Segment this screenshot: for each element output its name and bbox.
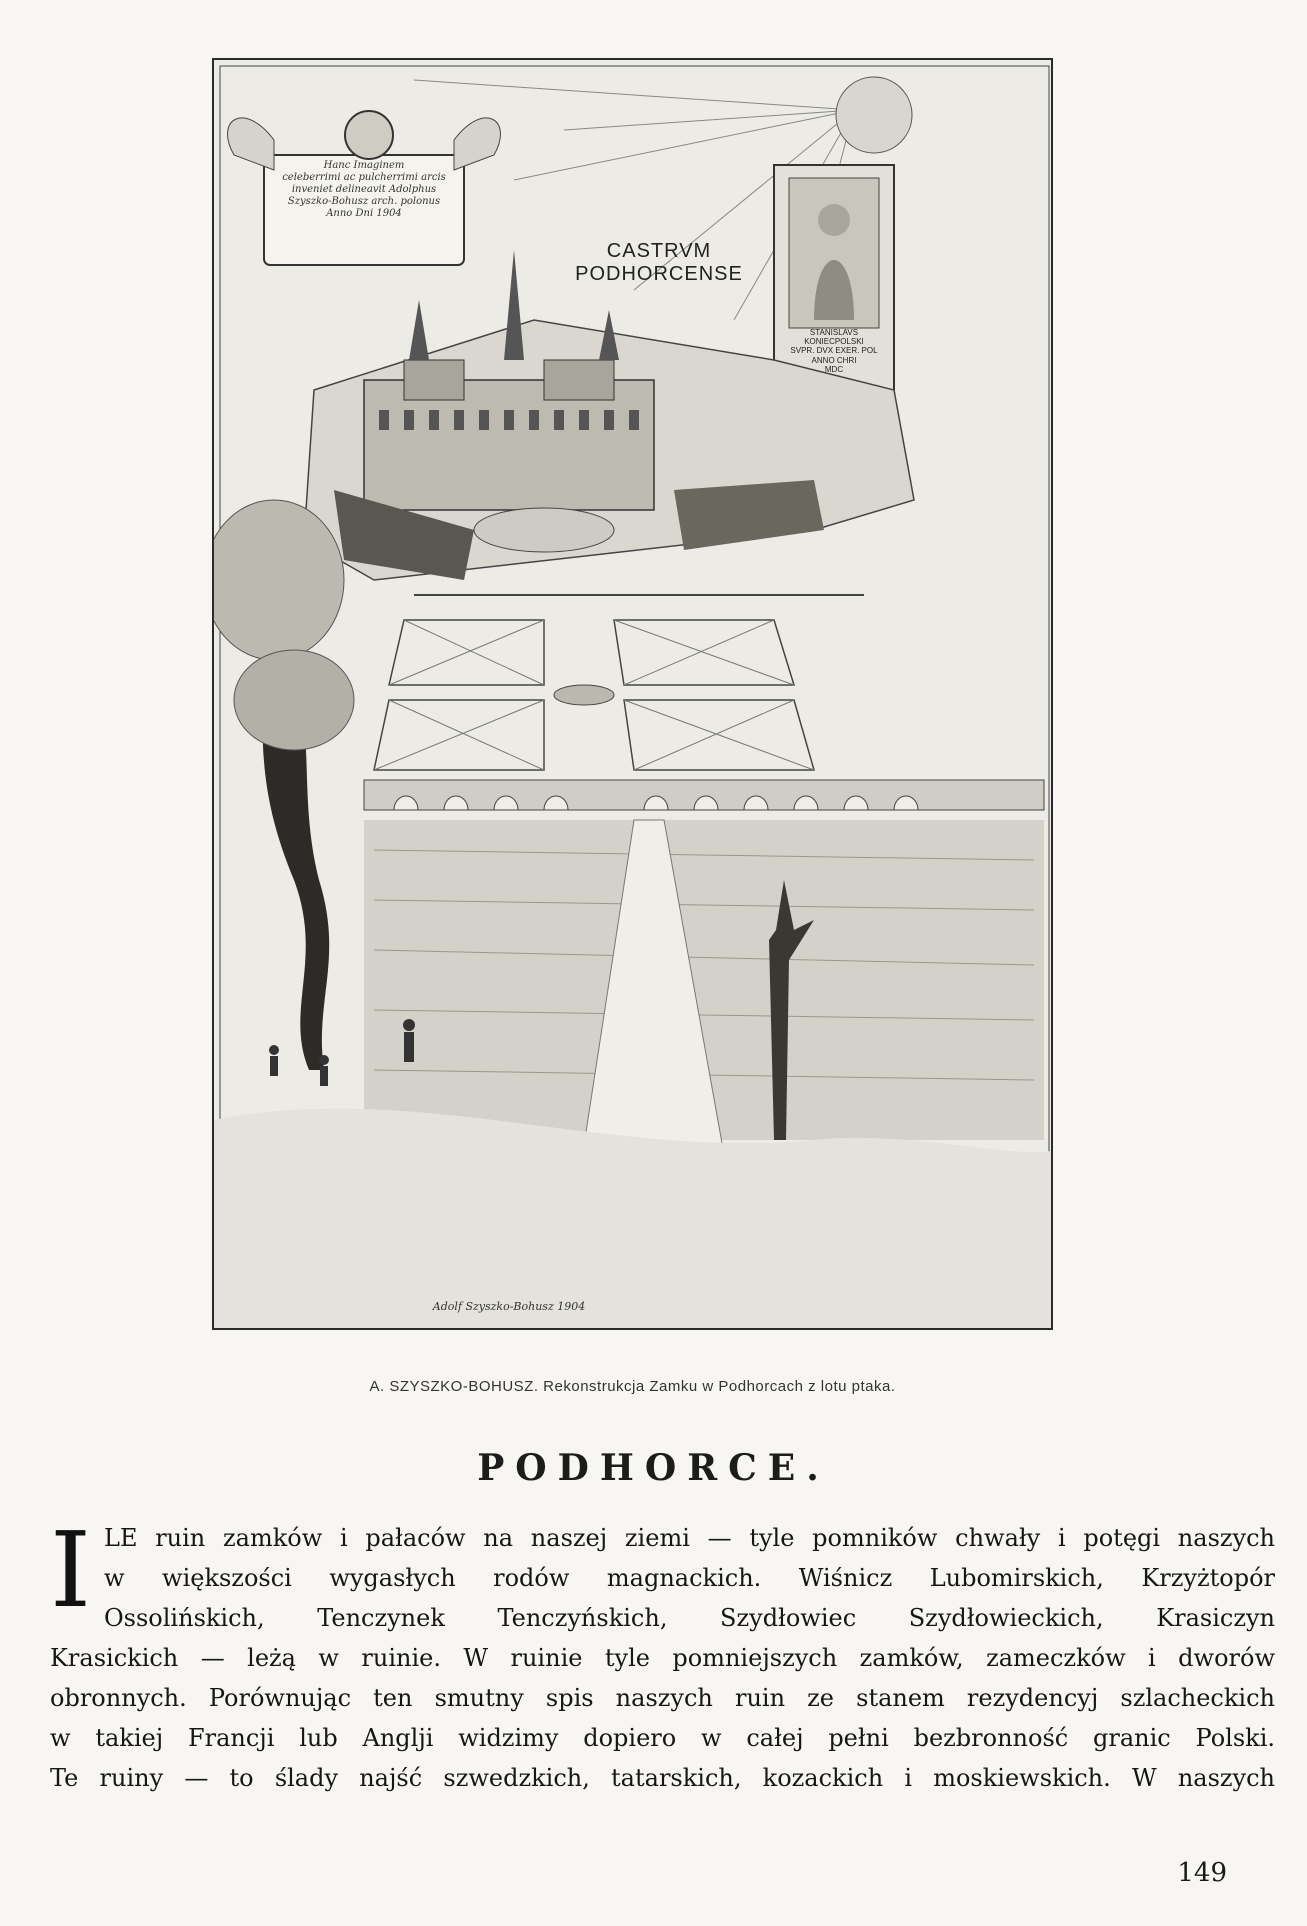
- plaque-line: MDC: [824, 364, 844, 374]
- article-body: [50, 1509, 1275, 1798]
- body-line: w większości wygasłych rodów magnackich. Wiśnicz Lubomirskich, Krzyżtopór: [104, 1564, 1275, 1592]
- drop-cap: I: [50, 1509, 92, 1631]
- plaque-line: ANNO CHRI: [811, 355, 857, 365]
- body-line: LE ruin zamków i pałaców na naszej ziemi — tyle pomników chwały i potęgi naszych: [104, 1524, 1275, 1552]
- cartouche-line: celeberrimi ac pulcherrimi arcis: [282, 172, 446, 183]
- cartouche-line: Anno Dni 1904: [326, 208, 402, 219]
- page-title: PODHORCE.: [477, 1447, 830, 1489]
- cartouche-line: Hanc Imaginem: [323, 160, 405, 171]
- plaque-line: STANISLAVS: [809, 328, 859, 337]
- castle-illustration: [212, 58, 1053, 1330]
- portrait-plaque: [774, 328, 894, 374]
- body-line: Krasickich — leżą w ruinie. W ruinie tyle pomniejszych zamków, zameczków i dworów: [50, 1644, 1275, 1672]
- page-number: 149: [1177, 1858, 1227, 1888]
- cartouche-inscription: [268, 160, 460, 220]
- plate-title-line1: CASTRVM: [606, 240, 712, 262]
- plate-title: [544, 240, 774, 286]
- cartouche-line: inveniet delineavit Adolphus: [291, 184, 437, 195]
- plaque-line: KONIECPOLSKI: [804, 337, 864, 347]
- artist-signature: Adolf Szyszko-Bohusz 1904: [432, 1300, 586, 1313]
- body-line: Te ruiny — to ślady najść szwedzkich, tatarskich, kozackich i moskiewskich. W naszych: [50, 1764, 1275, 1792]
- illustration-caption: A. SZYSZKO-BOHUSZ. Rekonstrukcja Zamku w Podhorcach z lotu ptaka.: [369, 1378, 896, 1395]
- body-line: Ossolińskich, Tenczynek Tenczyńskich, Szydłowiec Szydłowieckich, Krasiczyn: [104, 1604, 1275, 1632]
- body-line: w takiej Francji lub Anglji widzimy dopiero w całej pełni bezbronność granic Polski.: [50, 1724, 1275, 1752]
- body-line: obronnych. Porównując ten smutny spis naszych ruin ze stanem rezydencyj szlacheckich: [50, 1684, 1275, 1712]
- plate-title-line2: PODHORCENSE: [575, 263, 743, 285]
- cartouche-line: Szyszko-Bohusz arch. polonus: [287, 196, 441, 207]
- plaque-line: SVPR. DVX EXER. POL: [790, 346, 878, 356]
